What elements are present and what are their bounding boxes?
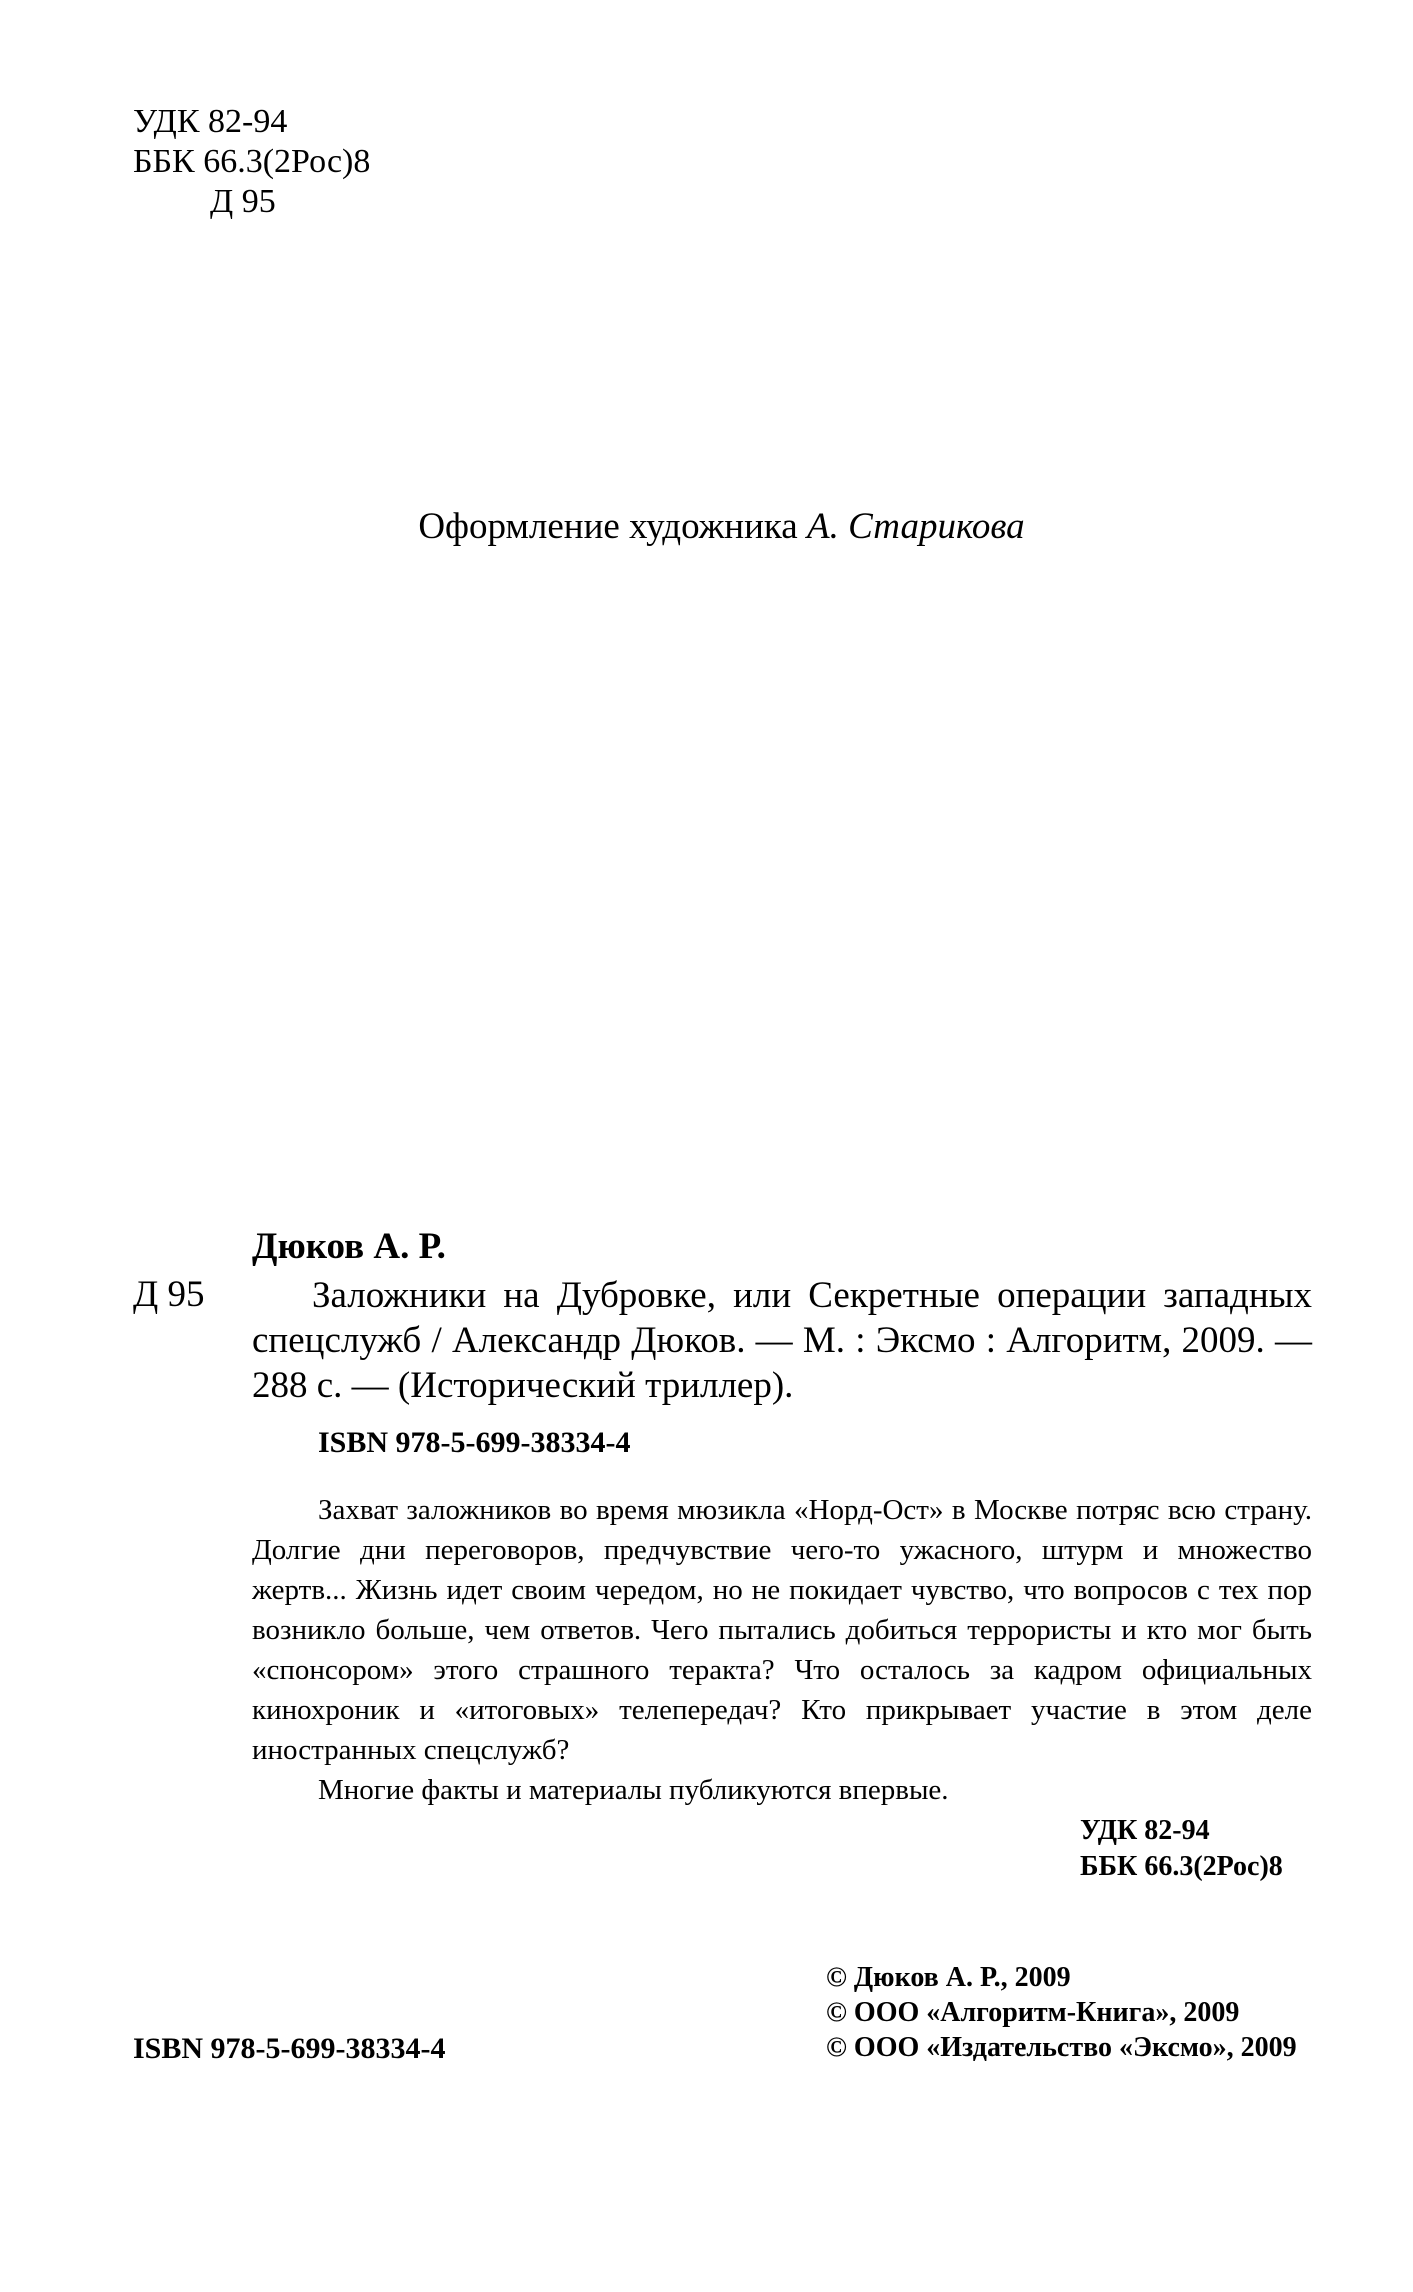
copyright-block [826,1960,1297,2065]
bibliographic-isbn: ISBN 978-5-699-38334-4 [318,1426,631,1459]
designer-name: А. Старикова [806,506,1025,547]
udk-code-secondary: УДК 82-94 [1080,1815,1210,1846]
copyright-line: © Дюков А. Р., 2009 [826,1962,1071,1993]
bbk-code: ББК 66.3(2Рос)8 [133,143,371,180]
isbn-bottom: ISBN 978-5-699-38334-4 [133,2032,446,2065]
designer-prefix: Оформление художника [418,506,807,547]
classification-block [1080,1813,1283,1885]
author-sign: Д 95 [210,183,276,220]
annotation-paragraph: Захват заложников во время мюзикла «Норд-Ост» в Москве потряс всю страну. Долгие дни переговоров, предчувствие чего-то ужасного, штурм и множество жертв... Жизнь идет своим чередом, но не покидает чувство, что вопросов с тех пор возникло больше, чем ответов. Чего пытались добиться террористы и кто мог быть «спонсором» этого страшного теракта? Что осталось за кадром официальных кинохроник и «итоговых» телепередач? Кто прикрывает участие в этом деле иностранных спецслужб? [252,1494,1312,1766]
copyright-line: © ООО «Издательство «Эксмо», 2009 [826,2032,1297,2063]
bibliographic-author: Дюков А. Р. [252,1226,446,1267]
copyright-line: © ООО «Алгоритм-Книга», 2009 [826,1997,1240,2028]
bibliographic-author-sign: Д 95 [133,1274,205,1315]
bibliographic-description: Заложники на Дубровке, или Секретные операции западных спецслужб / Александр Дюков. — М. : Эксмо : Алгоритм, 2009. — 288 с. — (Исторический триллер). [252,1275,1312,1406]
udk-code: УДК 82-94 [133,103,288,140]
annotation-paragraph: Многие факты и материалы публикуются впервые. [318,1774,949,1806]
bbk-code-secondary: ББК 66.3(2Рос)8 [1080,1851,1283,1882]
cover-designer-credit [0,505,1413,549]
annotation [252,1490,1312,1810]
